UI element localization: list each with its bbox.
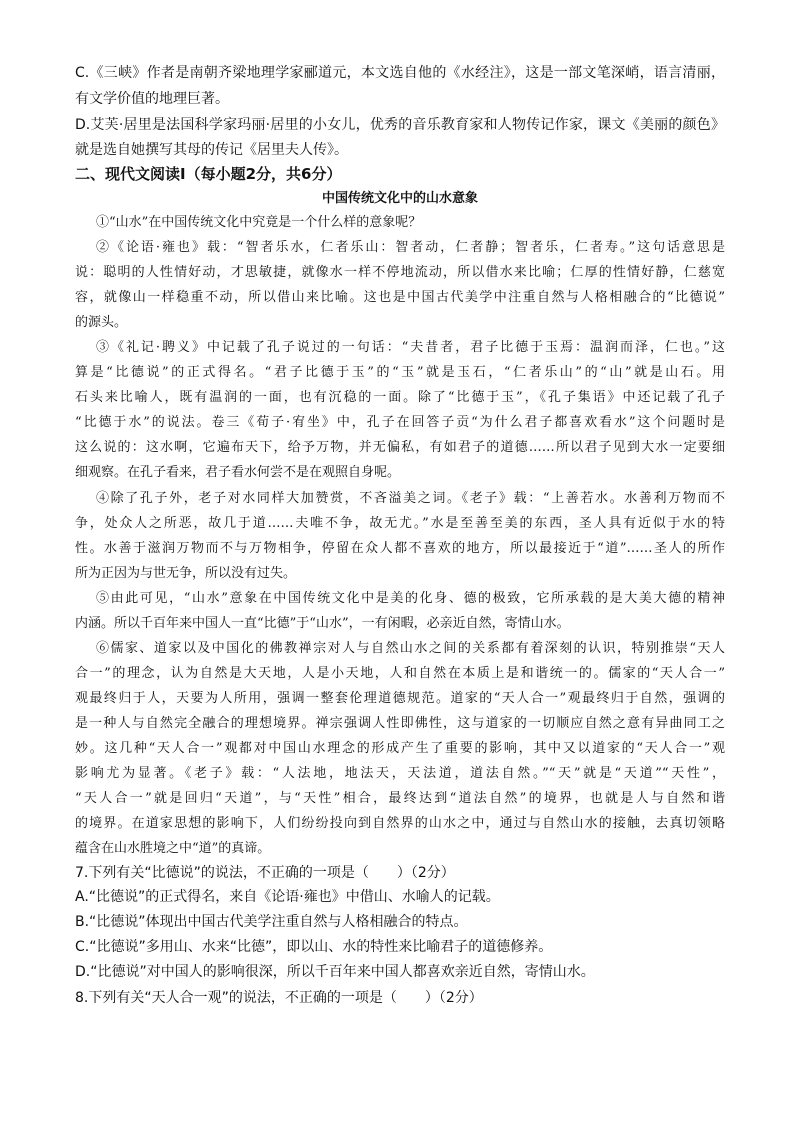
option-d-line2: 就是选自她撰写其母的传记《居里夫人传》。 [75,142,348,158]
paragraph-3-line: ③《礼记·聘义》中记载了孔子说过的一句话：“夫昔者，君子比德于玉焉：温润而泽，仁也。”这 [96,340,725,355]
question-7-option-a: A.“比德说”的正式得名，来自《论语·雍也》中借山、水喻人的记载。 [75,889,500,905]
question-7-option-c: C.“比德说”多用山、水来“比德”，即以山、水的特性来比喻君子的道德修养。 [75,939,553,955]
paragraph-4-line: 性。水善于滋润万物而不与万物相争，停留在众人都不喜欢的地方，所以最接近于“道”……圣人的所作 [75,541,725,556]
paragraph-2-line: 说：聪明的人性情好动，才思敏捷，就像水一样不停地流动，所以借水来比喻；仁厚的性情好静，仁慈宽 [75,265,725,280]
paragraph-6-line: ⑥儒家、道家以及中国化的佛教禅宗对人与自然山水之间的关系都有着深刻的认识，特别推崇“天人 [96,641,725,656]
paragraph-4-line: ④除了孔子外，老子对水同样大加赞赏，不吝溢美之词。《老子》载：“上善若水。水善利万物而不 [96,491,725,506]
paragraph-6-line: 蕴含在山水胜境之中“道”的真谛。 [75,841,271,856]
question-8-stem: 8.下列有关“天人合一观”的说法，不正确的一项是（ ）（2分） [75,990,483,1006]
option-d-line1: D.艾芙·居里是法国科学家玛丽·居里的小女儿，优秀的音乐教育家和人物传记作家，课文《美丽的颜色》 [75,117,725,133]
paragraph-3-line: 石头来比喻人，既有温润的一面，也有沉稳的一面。除了“比德于玉”，《孔子集语》中还记载了孔子 [75,390,725,405]
question-7-stem: 7.下列有关“比德说”的说法，不正确的一项是（ ）（2分） [75,865,455,881]
paragraph-3-line: 算是“比德说”的正式得名。“君子比德于玉”的“玉”就是玉石，“仁者乐山”的“山”就是山石。用 [75,365,725,380]
paragraph-6-line: 影响尤为显著。《老子》载：“人法地，地法天，天法道，道法自然。”“天”就是“天道”“天性”， [75,766,725,781]
paragraph-3-line: 细观察。在孔子看来，君子看水何尝不是在观照自身呢。 [75,465,401,480]
paragraph-6-line: “天人合一”就是回归“天道”，与“天性”相合，最终达到“道法自然”的境界，也就是人与自然和谐 [75,791,725,806]
paragraph-1: ①“山水”在中国传统文化中究竟是一个什么样的意象呢？ [96,215,422,230]
paragraph-5-line: 内涵。所以千百年来中国人一直“比德”于“山水”，一有闲暇，必亲近自然，寄情山水。 [75,616,570,631]
paragraph-6-line: 观最终归于人，天要为人所用，强调一整套伦理道德规范。道家的“天人合一”观最终归于自然，强调的 [75,691,725,706]
paragraph-6-line: 是一种人与自然完全融合的理想境界。禅宗强调人性即佛性，这与道家的一切顺应自然之意有异曲同工之 [75,716,725,731]
article-title: 中国传统文化中的山水意象 [321,191,478,206]
paragraph-6-line: 的境界。在道家思想的影响下，人们纷纷投向到自然界的山水之中，通过与自然山水的接触，去真切领略 [75,816,725,831]
paragraph-6-line: 合一”的理念，认为自然是大天地，人是小天地，人和自然在本质上是和谐统一的。儒家的“天人合一” [75,666,725,681]
paragraph-4-line: 争，处众人之所恶，故几于道……夫唯不争，故无尤。”水是至善至美的东西，圣人具有近似于水的特 [75,516,725,531]
paragraph-6-line: 妙。这几种“天人合一”观都对中国山水理念的形成产生了重要的影响，其中又以道家的“天人合一”观 [75,741,725,756]
paragraph-5-line: ⑤由此可见，“山水”意象在中国传统文化中是美的化身、德的极致，它所承载的是大美大德的精神 [96,591,725,606]
paragraph-4-line: 所为正因为与世无争，所以没有过失。 [75,566,297,581]
paragraph-3-line: “比德于水”的说法。卷三《荀子·宥坐》中，孔子在回答子贡“为什么君子都喜欢看水”这个问题时是 [75,415,725,430]
paragraph-2-line: 容，就像山一样稳重不动，所以借山来比喻。这也是中国古代美学中注重自然与人格相融合的“比德说” [75,290,725,305]
paragraph-3-line: 这么说的：这水啊，它遍布天下，给予万物，并无偏私，有如君子的道德……所以君子见到大水一定要细 [75,440,725,455]
section-heading: 二、现代文阅读Ⅰ（每小题2分，共6分） [75,165,342,183]
option-c-line2: 有文学价值的地理巨著。 [75,91,229,107]
paragraph-2-line: ②《论语·雍也》载：“智者乐水，仁者乐山：智者动，仁者静；智者乐，仁者寿。”这句话意思是 [96,240,725,255]
option-c-line1: C.《三峡》作者是南朝齐梁地理学家郦道元，本文选自他的《水经注》，这是一部文笔深峭，语言清丽， [75,65,725,81]
question-7-option-d: D.“比德说”对中国人的影响很深，所以千百年来中国人都喜欢亲近自然，寄情山水。 [75,964,595,980]
question-7-option-b: B.“比德说”体现出中国古代美学注重自然与人格相融合的特点。 [75,914,468,930]
paragraph-2-line: 的源头。 [75,315,128,330]
